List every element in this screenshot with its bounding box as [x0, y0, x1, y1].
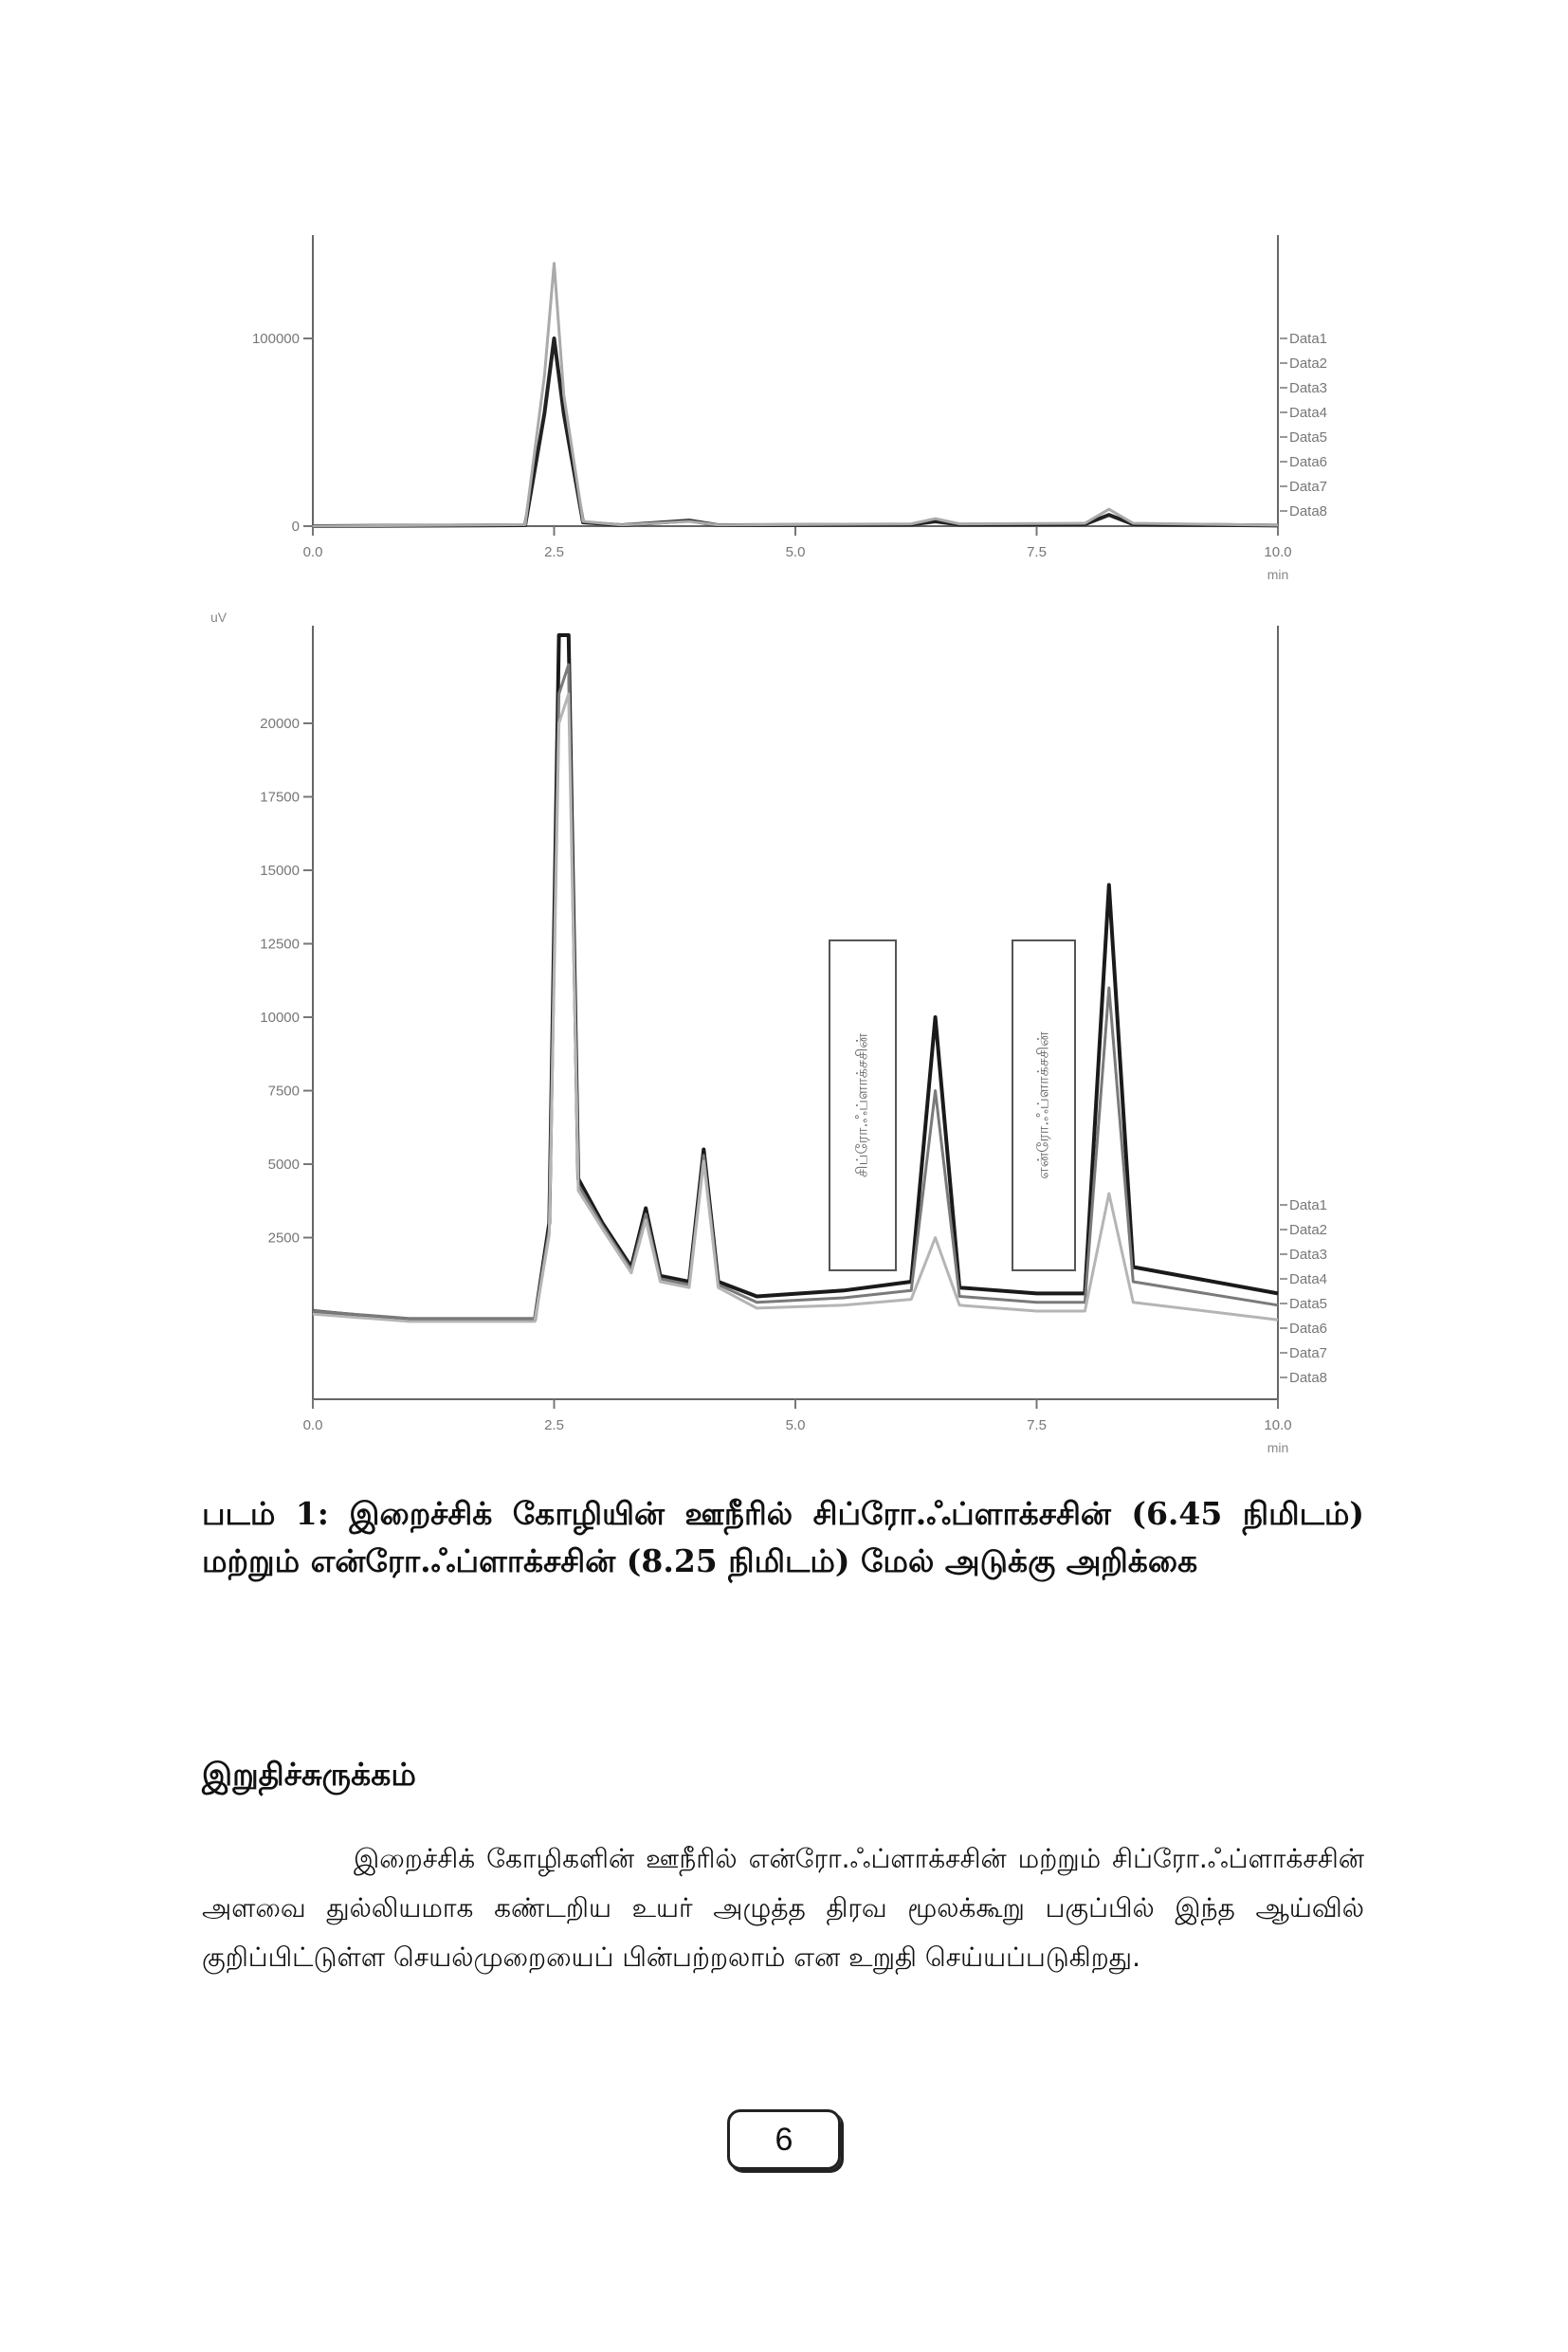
x-tick-label: 7.5	[1027, 1417, 1047, 1433]
x-tick-label: 2.5	[544, 1417, 564, 1433]
legend-entry: Data6	[1289, 1321, 1328, 1337]
annotation-label: என்ரோ.ஃப்ளாக்சசின்	[1033, 1031, 1052, 1179]
y-tick-label: 10000	[260, 1010, 300, 1026]
y-tick-label: 17500	[260, 789, 300, 806]
legend-entry: Data7	[1289, 479, 1328, 495]
legend-entry: Data5	[1289, 1296, 1328, 1312]
page-number-text: 6	[775, 2121, 793, 2158]
legend-entry: Data8	[1289, 1370, 1328, 1386]
y-tick-label: 5000	[267, 1157, 300, 1173]
chromatogram-top-svg	[0, 0, 1568, 607]
figure-caption: படம் 1: இறைச்சிக் கோழியின் ஊநீரில் சிப்ரோ.ஃப்ளாக்சசின் (6.45 நிமிடம்) மற்றும் என்ரோ.ஃப்ளாக்சசின் (8.25 நிமிடம்) மேல் அடுக்கு அறிக்கை	[202, 1495, 1364, 1579]
legend	[1280, 331, 1327, 520]
legend-entry: Data5	[1289, 429, 1328, 446]
body-paragraph: இறைச்சிக் கோழிகளின் ஊநீரில் என்ரோ.ஃப்ளாக்சசின் மற்றும் சிப்ரோ.ஃப்ளாக்சசின் அளவை துல்லியமாக கண்டறிய உயர் அழுத்த திரவ மூலக்கூறு பகுப்பில் இந்த ஆய்வில் குறிப்பிட்டுள்ள செயல்முறையைப் பின்பற்றலாம் என உறுதி செய்யப்படுகிறது.	[202, 1843, 1364, 1973]
y-tick-label: 20000	[260, 716, 300, 732]
annotation-label: சிப்ரோ.ஃப்ளாக்சசின்	[852, 1033, 871, 1177]
page-number	[727, 2109, 841, 2170]
y-tick-label: 2500	[267, 1230, 300, 1247]
legend-entry: Data1	[1289, 1197, 1328, 1213]
x-tick-label: 0.0	[302, 544, 323, 560]
legend-entry: Data7	[1289, 1345, 1328, 1361]
series-line	[313, 665, 1278, 1319]
series-line	[313, 264, 1278, 526]
x-tick-label: 0.0	[302, 1417, 323, 1433]
series-line	[313, 338, 1278, 526]
legend-entry: Data3	[1289, 380, 1328, 396]
legend-entry: Data4	[1289, 1271, 1328, 1287]
legend-entry: Data2	[1289, 1222, 1328, 1238]
chromatogram-bottom	[0, 588, 1568, 1469]
chromatogram-top	[0, 0, 1568, 607]
legend	[1280, 1197, 1327, 1386]
section-heading: இறுதிச்சுருக்கம்	[202, 1756, 416, 1793]
series-line	[313, 694, 1278, 1322]
legend-entry: Data3	[1289, 1247, 1328, 1263]
legend-entry: Data8	[1289, 503, 1328, 520]
legend-entry: Data4	[1289, 405, 1328, 421]
x-axis-label: min	[1267, 567, 1289, 582]
x-tick-label: 5.0	[785, 544, 806, 560]
x-tick-label: 7.5	[1027, 544, 1047, 560]
y-axis-label: uV	[210, 610, 228, 625]
legend-entry: Data6	[1289, 454, 1328, 470]
legend-entry: Data1	[1289, 331, 1328, 347]
chromatogram-bottom-svg	[0, 588, 1568, 1469]
y-tick-label: 12500	[260, 936, 300, 953]
y-tick-label: 0	[291, 519, 300, 535]
y-tick-label: 15000	[260, 863, 300, 879]
x-axis-label: min	[1267, 1440, 1289, 1455]
legend-entry: Data2	[1289, 356, 1328, 372]
x-tick-label: 10.0	[1264, 1417, 1292, 1433]
series-line	[313, 635, 1278, 1320]
x-tick-label: 5.0	[785, 1417, 806, 1433]
y-tick-label: 100000	[251, 331, 300, 347]
y-tick-label: 7500	[267, 1083, 300, 1100]
x-tick-label: 10.0	[1264, 544, 1292, 560]
x-tick-label: 2.5	[544, 544, 564, 560]
